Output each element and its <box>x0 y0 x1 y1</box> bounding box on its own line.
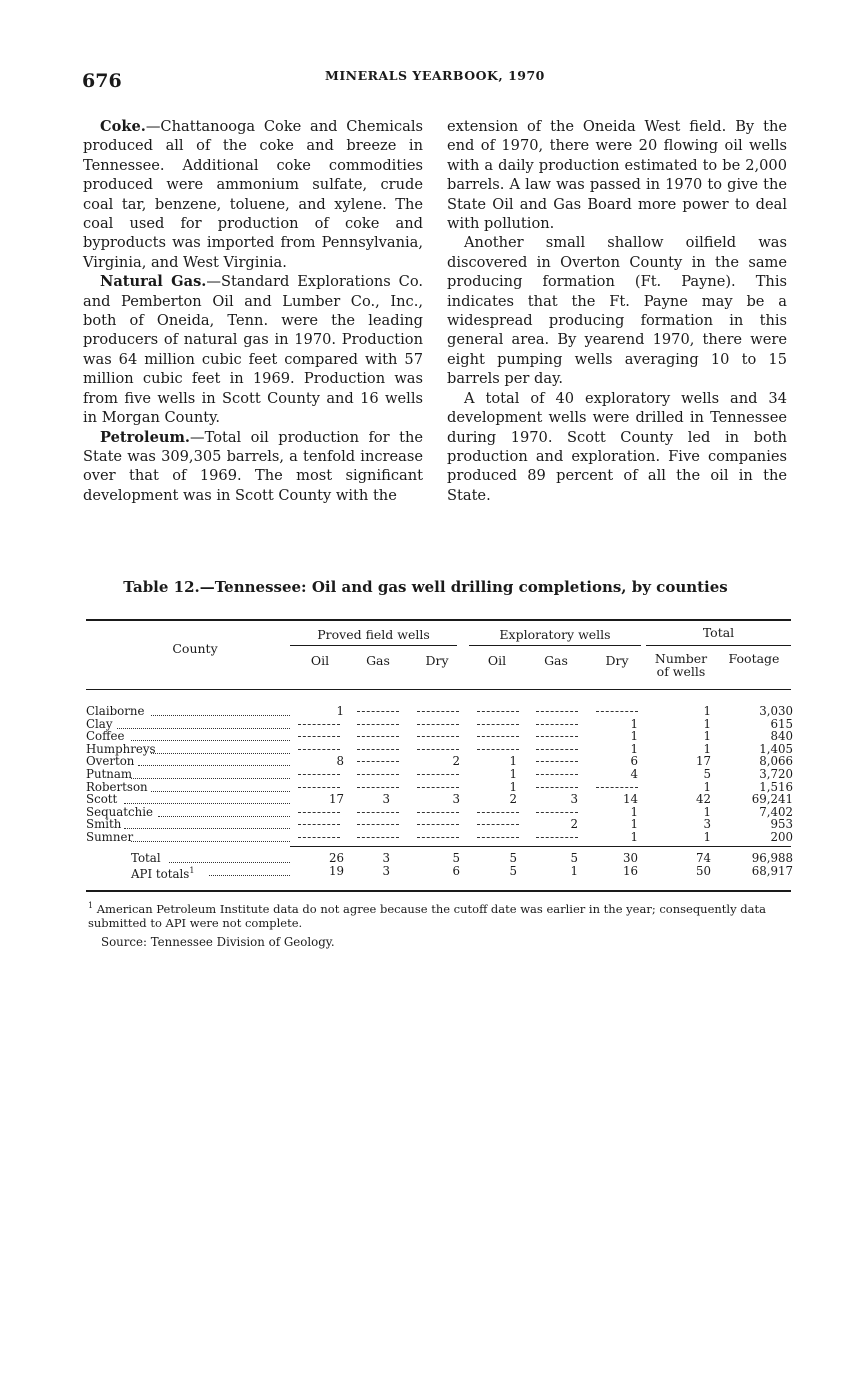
header-bottom-rule <box>86 689 791 690</box>
leader-dots <box>124 828 290 829</box>
table-cell: 68,917 <box>751 863 793 878</box>
leader-dots <box>131 778 290 779</box>
table-cell: 5 <box>703 767 711 781</box>
table-cell: 6 <box>630 754 638 769</box>
table-cell: 5 <box>509 851 517 865</box>
exploratory-dry-header: Dry <box>605 653 629 668</box>
empty-cell-dash <box>298 787 340 788</box>
empty-cell-dash <box>417 736 459 737</box>
table-cell: 3 <box>703 817 711 832</box>
table-cell: 2 <box>509 792 517 807</box>
empty-cell-dash <box>357 711 399 712</box>
empty-cell-dash <box>477 824 519 825</box>
table-cell: 1 <box>509 779 517 794</box>
footnote-marker: 1 <box>88 901 94 910</box>
total-group-rule <box>646 645 791 646</box>
leader-dots <box>151 753 290 754</box>
table-cell: 1 <box>570 863 578 878</box>
leader-dots <box>117 728 290 729</box>
empty-cell-dash <box>298 837 340 838</box>
county-label: Sumner <box>86 830 134 844</box>
totals-rule <box>290 846 791 847</box>
county-name <box>86 831 133 844</box>
empty-cell-dash <box>298 736 340 737</box>
table-cell: 1 <box>703 779 711 794</box>
empty-cell-dash <box>596 711 638 712</box>
total-group-header: Total <box>702 625 735 640</box>
table-cell: 3,030 <box>759 704 793 718</box>
table-cell: 2 <box>452 754 460 769</box>
table-cell: 8 <box>336 754 344 769</box>
table-cell: 3 <box>570 792 578 807</box>
county-label: Putnam <box>86 767 133 781</box>
table-cell: 96,988 <box>751 851 793 865</box>
footnote-text: American Petroleum Institute data do not agree because the cutoff date was earlier in the year; consequently data submitted to API were not complete. <box>88 901 766 930</box>
table-cell: 1 <box>703 830 711 844</box>
table-cell: 26 <box>328 851 344 865</box>
leader-dots <box>151 715 290 716</box>
paragraph-coke <box>83 117 423 272</box>
empty-cell-dash <box>477 736 519 737</box>
table-footnote <box>88 899 794 930</box>
empty-cell-dash <box>298 724 340 725</box>
empty-cell-dash <box>417 724 459 725</box>
table-cell: 1,516 <box>759 779 793 794</box>
exploratory-group-rule <box>469 645 641 646</box>
table-cell: 2 <box>570 817 578 832</box>
table-cell: 840 <box>770 729 793 744</box>
empty-cell-dash <box>536 787 578 788</box>
paragraph-petroleum <box>83 428 423 506</box>
empty-cell-dash <box>357 749 399 750</box>
table-cell: 3 <box>452 792 460 807</box>
empty-cell-dash <box>596 787 638 788</box>
table-cell: 200 <box>770 830 793 844</box>
empty-cell-dash <box>417 787 459 788</box>
total-label <box>131 852 161 865</box>
empty-cell-dash <box>357 837 399 838</box>
total-label-text: Total <box>131 851 161 865</box>
proved-oil-header: Oil <box>310 653 330 668</box>
table-cell: 1 <box>703 729 711 744</box>
county-label: Clay <box>86 716 113 731</box>
table-cell: 1 <box>630 729 638 744</box>
empty-cell-dash <box>357 812 399 813</box>
empty-cell-dash <box>477 711 519 712</box>
table-cell: 1 <box>703 716 711 731</box>
table-cell: 1 <box>703 741 711 756</box>
empty-cell-dash <box>477 724 519 725</box>
empty-cell-dash <box>477 837 519 838</box>
table-cell: 69,241 <box>751 792 793 807</box>
heading-coke: Coke. <box>100 118 146 135</box>
empty-cell-dash <box>298 749 340 750</box>
leader-dots <box>169 862 290 863</box>
paragraph-overton: Another small shallow oilfield was discovered in Overton County in the same producing formation (Ft. Payne). This indicates that the Ft. Payne may be a widespread producing formation in this general area. By yearend 1970, there were eight pumping wells averaging 10 to 15 barrels per day. <box>447 234 787 388</box>
footnote-ref: 1 <box>189 865 195 875</box>
county-header: County <box>172 641 218 656</box>
empty-cell-dash <box>477 749 519 750</box>
running-title: MINERALS YEARBOOK, 1970 <box>325 68 545 83</box>
table-cell: 1 <box>630 804 638 819</box>
table-cell: 615 <box>770 716 793 731</box>
county-label: Overton <box>86 754 135 769</box>
empty-cell-dash <box>417 774 459 775</box>
table-cell: 8,066 <box>759 754 793 769</box>
table-cell: 5 <box>570 851 578 865</box>
paragraph-text: —Chattanooga Coke and Chemicals produced all of the coke and breeze in Tennessee. Additional coke commodities produced were ammonium sulfate, crude coal tar, benzene, toluene, and xylene. The coal used for production of coke and byproducts was imported from Pennsylvania, Virginia, and West Virginia. <box>83 118 423 271</box>
table-cell: 17 <box>695 754 711 769</box>
paragraph-text: —Total oil production for the State was 309,305 barrels, a tenfold increase over that of 1969. The most significant development was in Scott County with the <box>83 428 423 504</box>
paragraph-wells-total: A total of 40 exploratory wells and 34 development wells were drilled in Tennessee during 1970. Scott County led in both production and exploration. Five companies produced 89 percent of all the oil in the State. <box>447 389 787 504</box>
table-cell: 1 <box>630 830 638 844</box>
page-number: 676 <box>82 70 122 92</box>
table-cell: 7,402 <box>759 804 793 819</box>
table-cell: 6 <box>452 863 460 878</box>
table-cell: 3 <box>382 863 390 878</box>
empty-cell-dash <box>298 824 340 825</box>
table-cell: 3 <box>382 851 390 865</box>
county-label: Smith <box>86 817 122 832</box>
table-cell: 50 <box>695 863 711 878</box>
table-cell: 42 <box>695 792 711 807</box>
table-bottom-rule <box>86 890 791 892</box>
empty-cell-dash <box>298 774 340 775</box>
table-cell: 1 <box>630 741 638 756</box>
leader-dots <box>138 765 290 766</box>
empty-cell-dash <box>417 711 459 712</box>
empty-cell-dash <box>357 724 399 725</box>
leader-dots <box>158 816 290 817</box>
empty-cell-dash <box>417 824 459 825</box>
table-cell: 5 <box>509 863 517 878</box>
proved-dry-header: Dry <box>425 653 449 668</box>
table-cell: 1 <box>509 754 517 769</box>
empty-cell-dash <box>417 837 459 838</box>
table-cell: 30 <box>622 851 638 865</box>
empty-cell-dash <box>357 736 399 737</box>
empty-cell-dash <box>536 711 578 712</box>
empty-cell-dash <box>357 824 399 825</box>
proved-group-header: Proved field wells <box>317 627 430 642</box>
table-cell: 953 <box>770 817 793 832</box>
empty-cell-dash <box>298 812 340 813</box>
table-cell: 5 <box>452 851 460 865</box>
footage-header: Footage <box>728 651 780 666</box>
empty-cell-dash <box>536 736 578 737</box>
table-top-rule <box>86 619 791 621</box>
heading-petroleum: Petroleum. <box>100 428 190 446</box>
paragraph-continuation: extension of the Oneida West field. By the end of 1970, there were 20 flowing oil wells with a daily production estimated to be 2,000 barrels. A law was passed in 1970 to give the State Oil and Gas Board more power to deal with pollution. <box>447 118 787 233</box>
table-cell: 74 <box>695 851 711 865</box>
table-cell: 16 <box>622 863 638 878</box>
county-label: Claiborne <box>86 704 145 718</box>
table-title: Table 12.—Tennessee: Oil and gas well drilling completions, by counties <box>123 578 728 596</box>
table-cell: 3,720 <box>759 767 793 781</box>
empty-cell-dash <box>536 724 578 725</box>
table-cell: 1 <box>703 804 711 819</box>
table-source: Source: Tennessee Division of Geology. <box>101 935 335 949</box>
total-label <box>131 865 194 881</box>
empty-cell-dash <box>536 837 578 838</box>
table-cell: 3 <box>382 792 390 807</box>
county-label: Coffee <box>86 729 125 744</box>
empty-cell-dash <box>536 774 578 775</box>
table-cell: 4 <box>630 767 638 781</box>
paragraph-natural-gas <box>83 272 423 427</box>
empty-cell-dash <box>477 812 519 813</box>
exploratory-oil-header: Oil <box>487 653 507 668</box>
table-cell: 1 <box>703 704 711 718</box>
number-of-wells-header: Number of wells <box>654 651 708 679</box>
county-label: Robertson <box>86 779 148 794</box>
heading-natural-gas: Natural Gas. <box>100 273 207 291</box>
county-label: Humphreys <box>86 741 156 756</box>
county-label: Scott <box>86 792 118 807</box>
leader-dots <box>131 841 290 842</box>
exploratory-group-header: Exploratory wells <box>499 627 611 642</box>
table-cell: 1 <box>509 767 517 781</box>
empty-cell-dash <box>417 749 459 750</box>
county-label: Sequatchie <box>86 804 153 819</box>
empty-cell-dash <box>357 787 399 788</box>
table-cell: 17 <box>328 792 344 807</box>
empty-cell-dash <box>357 774 399 775</box>
leader-dots <box>151 791 290 792</box>
table-cell: 14 <box>622 792 638 807</box>
paragraph-text: —Standard Explorations Co. and Pemberton Oil and Lumber Co., Inc., both of Oneida, Tenn. were the leading producers of natural gas in 1970. Production was 64 million cubic feet compared with 57 million cubic feet in 1969. Production was from five wells in Scott County and 16 wells in Morgan County. <box>83 273 423 427</box>
left-column <box>83 117 423 505</box>
leader-dots <box>209 875 290 876</box>
empty-cell-dash <box>536 761 578 762</box>
total-label-text: API totals <box>131 866 190 881</box>
table-cell: 1 <box>630 817 638 832</box>
proved-gas-header: Gas <box>366 653 390 668</box>
table-cell: 1 <box>630 716 638 731</box>
table-cell: 1,405 <box>759 741 793 756</box>
empty-cell-dash <box>357 761 399 762</box>
empty-cell-dash <box>536 749 578 750</box>
empty-cell-dash <box>536 812 578 813</box>
table-cell: 19 <box>328 863 344 878</box>
table-cell: 1 <box>336 704 344 718</box>
proved-group-rule <box>290 645 457 646</box>
empty-cell-dash <box>417 812 459 813</box>
exploratory-gas-header: Gas <box>544 653 568 668</box>
right-column <box>447 117 787 505</box>
